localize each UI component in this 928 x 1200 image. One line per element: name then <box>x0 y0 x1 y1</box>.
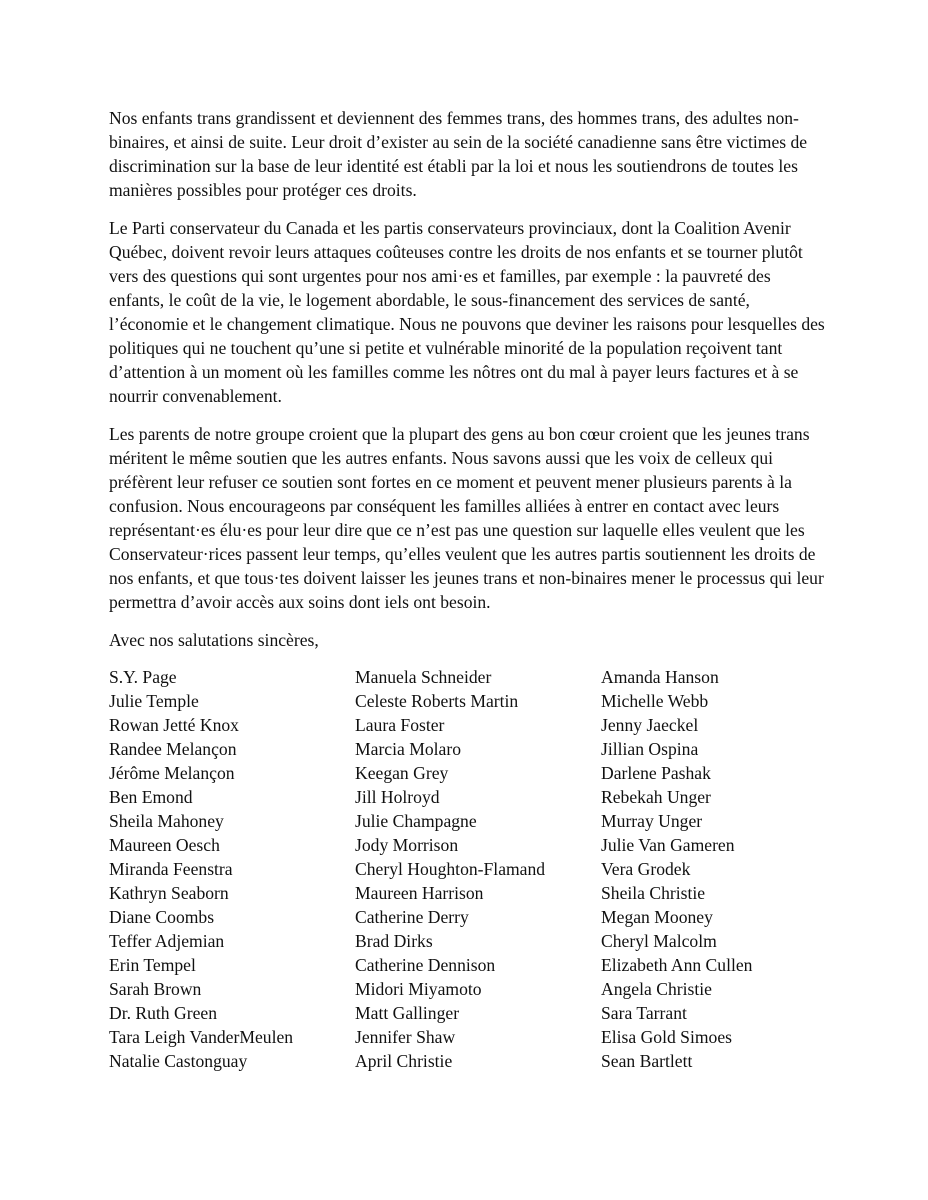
signatory-name: Erin Tempel <box>109 955 196 975</box>
signatory-name: Dr. Ruth Green <box>109 1003 217 1023</box>
signatory-name: Elizabeth Ann Cullen <box>601 955 753 975</box>
signatory-name: Megan Mooney <box>601 907 713 927</box>
signatory-name: Sarah Brown <box>109 979 202 999</box>
signature-list <box>109 665 831 1073</box>
signatory-name: Miranda Feenstra <box>109 859 233 879</box>
signatory-name: Maureen Oesch <box>109 835 220 855</box>
signatory-name: Julie Temple <box>109 691 199 711</box>
signatory-name: Randee Melançon <box>109 739 237 759</box>
signatory-name: Rowan Jetté Knox <box>109 715 239 735</box>
paragraph-conservative-parties: Le Parti conservateur du Canada et les partis conservateurs provinciaux, dont la Coalition Avenir Québec, doivent revoir leurs attaques coûteuses contre les droits de nos enfants et se tourner plutôt vers des questions qui sont urgentes pour nos ami·es et familles, par exemple : la pauvreté des enfants, le coût de la vie, le logement abordable, le sous-financement des services de santé, l’économie et le changement climatique. Nous ne pouvons que deviner les raisons pour lesquelles des politiques qui ne touchent qu’une si petite et vulnérable minorité de la population reçoivent tant d’attention à un moment où les familles comme les nôtres ont du mal à payer leurs factures et à se nourrir convenablement. <box>109 218 825 406</box>
signatory-name: Maureen Harrison <box>355 883 484 903</box>
signatory-name: Vera Grodek <box>601 859 691 879</box>
signatory-name: Julie Van Gameren <box>601 835 735 855</box>
signatory-name: April Christie <box>355 1051 453 1071</box>
signatory-name: Jillian Ospina <box>601 739 699 759</box>
signatory-name: Jérôme Melançon <box>109 763 235 783</box>
signatory-name: S.Y. Page <box>109 667 177 687</box>
signatory-name: Jill Holroyd <box>355 787 440 807</box>
signatory-name: Sara Tarrant <box>601 1003 687 1023</box>
closing-salutation: Avec nos salutations sincères, <box>109 630 319 650</box>
signatory-name: Catherine Dennison <box>355 955 496 975</box>
signatory-name: Jenny Jaeckel <box>601 715 699 735</box>
signatory-name: Midori Miyamoto <box>355 979 482 999</box>
signature-column-1 <box>109 665 355 1073</box>
signatory-name: Matt Gallinger <box>355 1003 460 1023</box>
signature-column-3 <box>601 665 831 1073</box>
signatory-name: Celeste Roberts Martin <box>355 691 519 711</box>
signatory-name: Tara Leigh VanderMeulen <box>109 1027 294 1047</box>
signatory-name: Amanda Hanson <box>601 667 719 687</box>
signatory-name: Natalie Castonguay <box>109 1051 248 1071</box>
signatory-name: Michelle Webb <box>601 691 709 711</box>
signatory-name: Rebekah Unger <box>601 787 711 807</box>
signature-column-2 <box>355 665 601 1073</box>
signatory-name: Cheryl Houghton-Flamand <box>355 859 546 879</box>
signatory-name: Brad Dirks <box>355 931 433 951</box>
signatory-name: Elisa Gold Simoes <box>601 1027 732 1047</box>
signatory-name: Angela Christie <box>601 979 712 999</box>
signatory-name: Sean Bartlett <box>601 1051 693 1071</box>
signatory-name: Cheryl Malcolm <box>601 931 717 951</box>
signatory-name: Manuela Schneider <box>355 667 492 687</box>
signatory-name: Keegan Grey <box>355 763 449 783</box>
signatory-name: Julie Champagne <box>355 811 477 831</box>
signatory-name: Catherine Derry <box>355 907 469 927</box>
signatory-name: Sheila Mahoney <box>109 811 224 831</box>
signatory-name: Teffer Adjemian <box>109 931 225 951</box>
signatory-name: Kathryn Seaborn <box>109 883 229 903</box>
signatory-name: Marcia Molaro <box>355 739 462 759</box>
signatory-name: Murray Unger <box>601 811 703 831</box>
signatory-name: Jennifer Shaw <box>355 1027 456 1047</box>
letter-body <box>109 106 827 652</box>
paragraph-trans-rights: Nos enfants trans grandissent et deviennent des femmes trans, des hommes trans, des adultes non-binaires, et ainsi de suite. Leur droit d’exister au sein de la société canadienne sans être victimes de discrimination sur la base de leur identité est établi par la loi et nous les soutiendrons de toutes les manières possibles pour protéger ces droits. <box>109 108 808 200</box>
signatory-name: Diane Coombs <box>109 907 215 927</box>
signatory-name: Ben Emond <box>109 787 193 807</box>
signatory-name: Laura Foster <box>355 715 445 735</box>
signatory-name: Sheila Christie <box>601 883 706 903</box>
paragraph-parents-group: Les parents de notre groupe croient que la plupart des gens au bon cœur croient que les jeunes trans méritent le même soutien que les autres enfants. Nous savons aussi que les voix de celleux qui préfèrent leur refuser ce soutien sont fortes en ce moment et peuvent mener plusieurs parents à la confusion. Nous encourageons par conséquent les familles alliées à entrer en contact avec leurs représentant·es élu·es pour leur dire que ce n’est pas une question sur laquelle elles veulent que les Conservateur·rices passent leur temps, qu’elles veulent que les autres partis soutiennent les droits de nos enfants, et que tous·tes doivent laisser les jeunes trans et non-binaires mener le processus qui leur permettra d’avoir accès aux soins dont iels ont besoin. <box>109 424 824 612</box>
signatory-name: Darlene Pashak <box>601 763 711 783</box>
signatory-name: Jody Morrison <box>355 835 459 855</box>
